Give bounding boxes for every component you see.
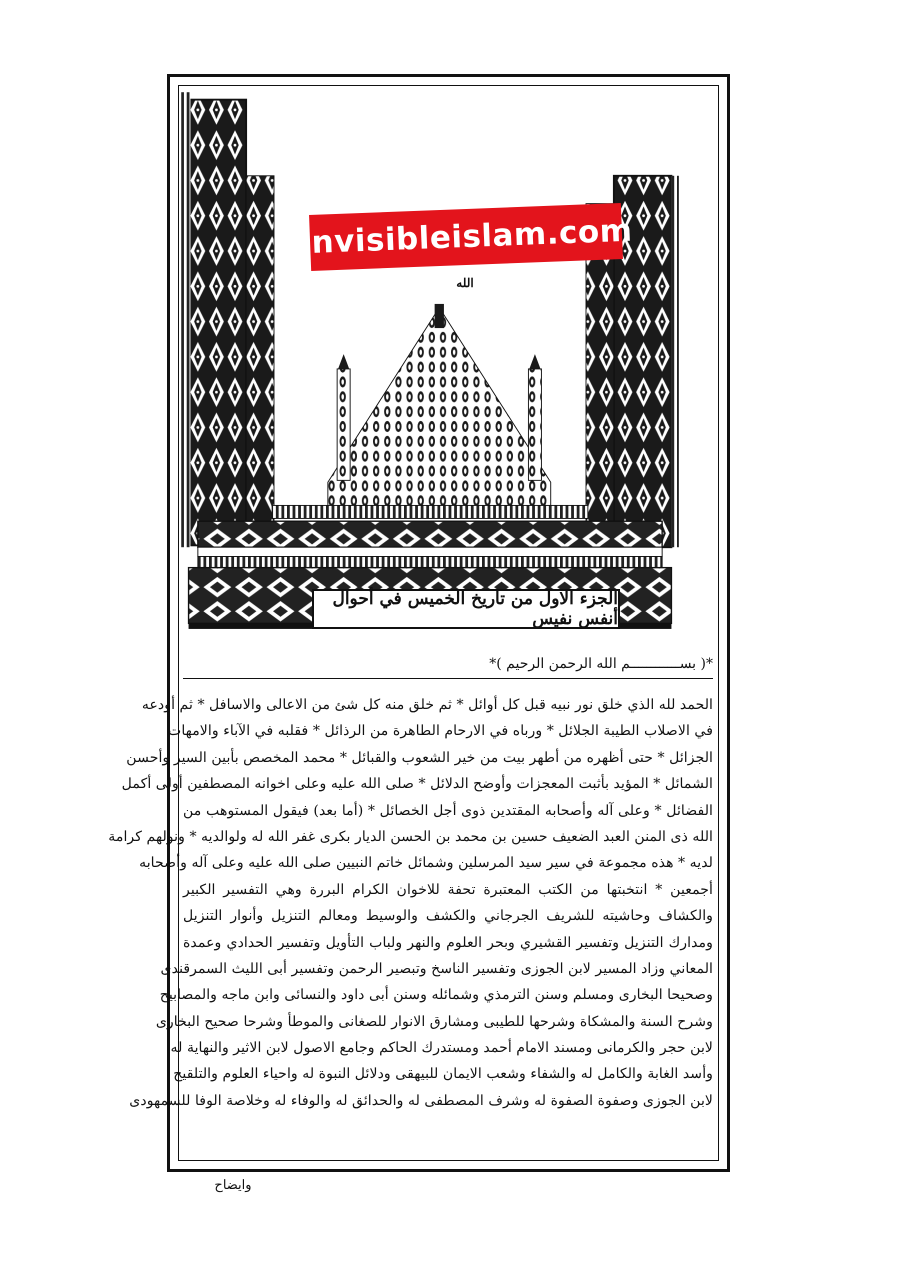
ornamental-header	[170, 74, 690, 649]
text-line: ومدارك التنزيل وتفسير القشيري وبحر العلوم والنهر ولباب التأويل وتفسير الحدادي وعمدة	[183, 934, 713, 951]
text-line: في الاصلاب الطيبة الجلائل * ورباه في الارحام الطاهرة من الرذائل * فقلبه في الآباء والامهات	[167, 723, 713, 740]
text-line: والكشاف وحاشيته للشريف الجرجاني والكشف والوسيط ومعالم التنزيل وأنوار التنزيل	[183, 908, 713, 925]
text-line: الجزائل * حتى أظهره من أطهر بيت من خير الشعوب والقبائل * محمد المخصص بأبين السير وأحسن	[126, 749, 713, 766]
text-line: الفضائل * وعلى آله وأصحابه المقتدين ذوى أجل الخصائل * (أما بعد) فيقول المستوهب من	[183, 802, 713, 819]
text-line: أجمعين * انتخبتها من الكتب المعتبرة تحفة للاخوان الكرام البررة وهي التفسير الكبير	[183, 881, 713, 898]
text-line: الله ذى المنن العبد الضعيف حسين بن محمد بن الحسن الديار بكرى غفر الله له ولوالديه * ونولهم كرامة	[108, 828, 713, 845]
text-line: لابن حجر والكرمانى ومسند الامام أحمد ومستدرك الحاكم وجامع الاصول لابن الاثير والنهاية له	[170, 1040, 713, 1057]
header-top-word: الله	[456, 276, 474, 290]
text-line: وأسد الغابة والكامل له والشفاء وشعب الايمان للبيهقى ودلائل النبوة له واحياء العلوم والتلقيح	[173, 1066, 713, 1083]
watermark-banner	[298, 203, 634, 271]
text-line: الحمد لله الذي خلق نور نبيه قبل كل أوائل * ثم خلق منه كل شئ من الاعالى والاسافل * ثم أودعه	[141, 697, 713, 713]
watermark-text: Invisibleislam.com	[298, 212, 634, 262]
text-line: وشرح السنة والمشكاة وشرحها للطيبى ومشارق الانوار للصغانى والموطأ وشرحا صحيح البخارى	[155, 1013, 713, 1030]
text-block	[108, 692, 713, 1162]
catchword: وايضاح	[214, 1178, 252, 1193]
text-line: لابن الجوزى وصفوة الصفوة له وشرف المصطفى له والحدائق له والوفاء له وخلاصة الوفا للسمهودى	[129, 1092, 713, 1109]
text-line: وصحيحا البخارى ومسلم وسنن الترمذي وشمائله وسنن أبى داود والنسائى وابن ماجه والمصابيح	[159, 987, 713, 1004]
basmala: *( بســــــــــــم الله الرحمن الرحيم )*	[183, 656, 713, 679]
text-line: الشمائل * المؤيد بأثبت المعجزات وأوضح الدلائل * صلى الله عليه وعلى اخوانه المصطفين أولى أكمل	[121, 776, 713, 793]
book-title: الجزء الاول من تاريخ الخميس في أحوال أنفس نفيس	[312, 589, 620, 629]
text-line: المعاني وزاد المسير لابن الجوزى وتفسير الناسخ وتبصير الرحمن وتفسير أبى الليث السمرقندى	[160, 960, 713, 977]
text-line: لديه * هذه مجموعة في سير سيد المرسلين وشمائل خاتم النبيين صلى الله عليه وعلى آله وأصحابه	[139, 855, 713, 872]
